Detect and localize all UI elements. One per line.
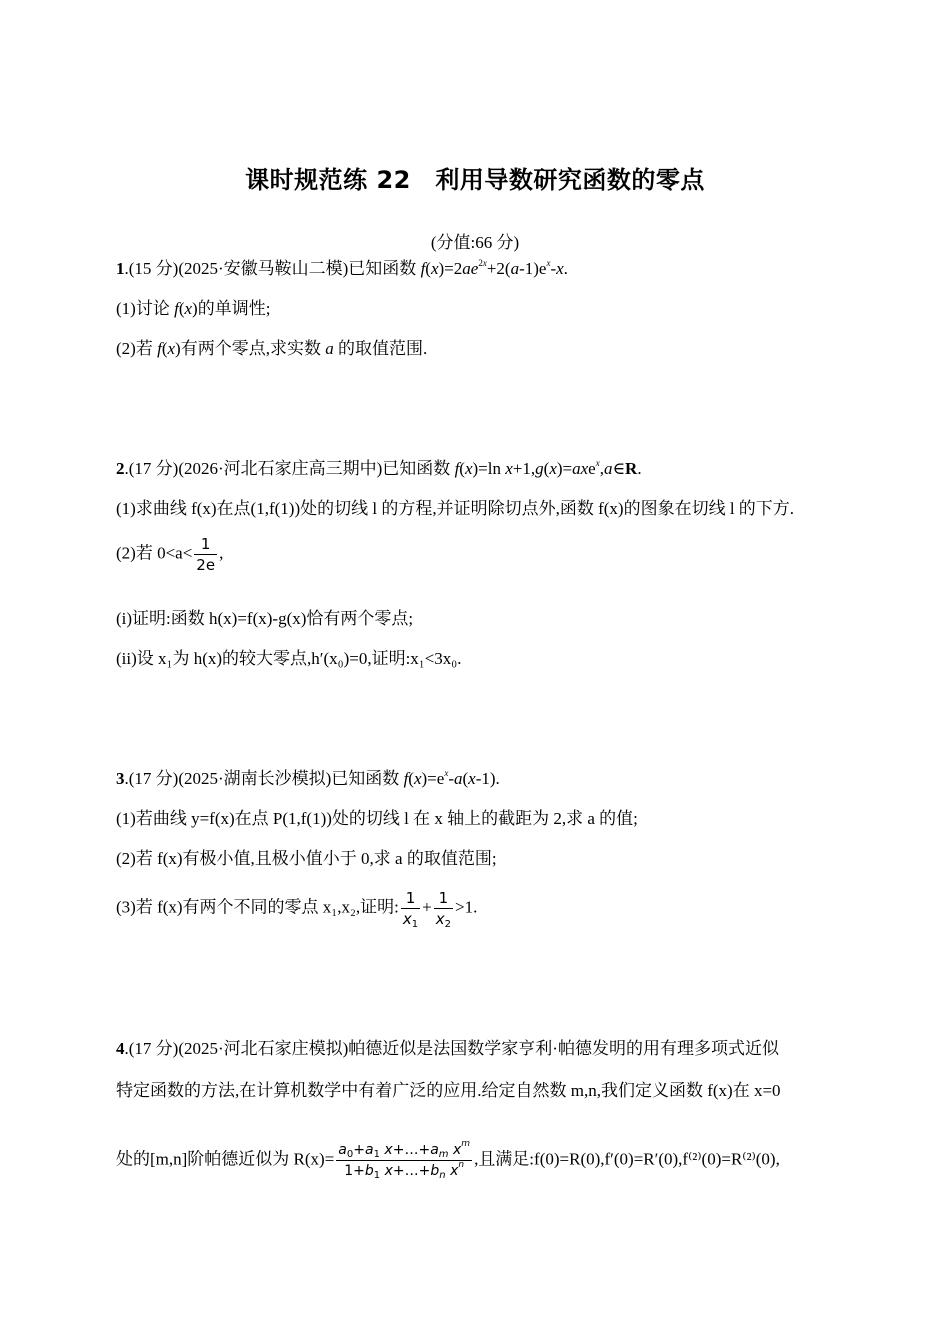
q3-source: .(17 分)(2025·湖南长沙模拟)已知函数 xyxy=(124,769,404,788)
q2-part2: (2)若 0<a< $\frac{1}{2e}$ , xyxy=(116,535,224,574)
q3-fraction-1: $\frac{1}{x_1}$ xyxy=(402,889,419,930)
page-title: 课时规范练 22 利用导数研究函数的零点 xyxy=(245,166,705,194)
q2-part2-i: (i)证明:函数 h(x)=f(x)-g(x)恰有两个零点; xyxy=(116,609,414,628)
q2-fraction: $\frac{1}{2e}$ xyxy=(196,535,216,574)
q2-source: .(17 分)(2026·河北石家庄高三期中)已知函数 xyxy=(124,459,455,478)
q4-number: 4 xyxy=(116,1039,125,1058)
q4-line1: 4.(17 分)(2025·河北石家庄模拟)帕德近似是法国数学家亨利·帕德发明的用有理多项式近似 xyxy=(116,1039,779,1058)
q1-part2: (2)若 f(x)有两个零点,求实数 a 的取值范围. xyxy=(116,339,428,358)
q3-part2: (2)若 f(x)有极小值,且极小值小于 0,求 a 的取值范围; xyxy=(116,849,497,868)
q4-line2: 特定函数的方法,在计算机数学中有着广泛的应用.给定自然数 m,n,我们定义函数 f(x)在 x=0 xyxy=(116,1081,781,1100)
q2-number: 2 xyxy=(116,459,125,478)
q2-part2-ii: (ii)设 x₁为 h(x)的较大零点,h′(x₀)=0,证明:x₁<3x₀. xyxy=(116,649,462,668)
q1-part1: (1)讨论 f(x)的单调性; xyxy=(116,299,271,318)
q1-number: 1 xyxy=(116,259,125,278)
q2-stem: 2.(17 分)(2026·河北石家庄高三期中)已知函数 f(x)=ln x+1,g(x)=axe$^x$,a∈R. xyxy=(116,458,642,478)
q3-number: 3 xyxy=(116,769,125,788)
q3-part1: (1)若曲线 y=f(x)在点 P(1,f(1))处的切线 l 在 x 轴上的截距为 2,求 a 的值; xyxy=(116,809,638,828)
q1-source: .(15 分)(2025·安徽马鞍山二模)已知函数 xyxy=(124,259,421,278)
q4-pade-fraction: $\frac{a_0+a_1 x+\dots+a_m x^m}{1+b_1 x+\dots+b_n x^n}$ xyxy=(338,1139,471,1181)
q4-line3: 处的[m,n]阶帕德近似为 R(x)= $\frac{a_0+a_1 x+\dots+a_m x^m}{1+b_1 x+\dots+b_n x^n}$ ,且满足:f(0)=R(0),f′(0)=R′(0),f⁽²⁾(0)=R⁽²⁾(0), xyxy=(116,1139,780,1181)
q3-stem: 3.(17 分)(2025·湖南长沙模拟)已知函数 $f(x)=e^x-a(x-1)$. xyxy=(116,768,500,788)
q3-fraction-2: $\frac{1}{x_2}$ xyxy=(435,889,452,930)
score-note: (分值:66 分) xyxy=(430,233,520,252)
q2-part1: (1)求曲线 f(x)在点(1,f(1))处的切线 l 的方程,并证明除切点外,函数 f(x)的图象在切线 l 的下方. xyxy=(116,499,795,518)
q3-part3: (3)若 f(x)有两个不同的零点 x₁,x₂,证明: $\frac{1}{x_1}$ + $\frac{1}{x_2}$ >1. xyxy=(116,889,478,930)
q1-stem: 1.(15 分)(2025·安徽马鞍山二模)已知函数 $f(x)=2ae^{2x}+2(a-1)e^x-x$. xyxy=(116,258,568,278)
